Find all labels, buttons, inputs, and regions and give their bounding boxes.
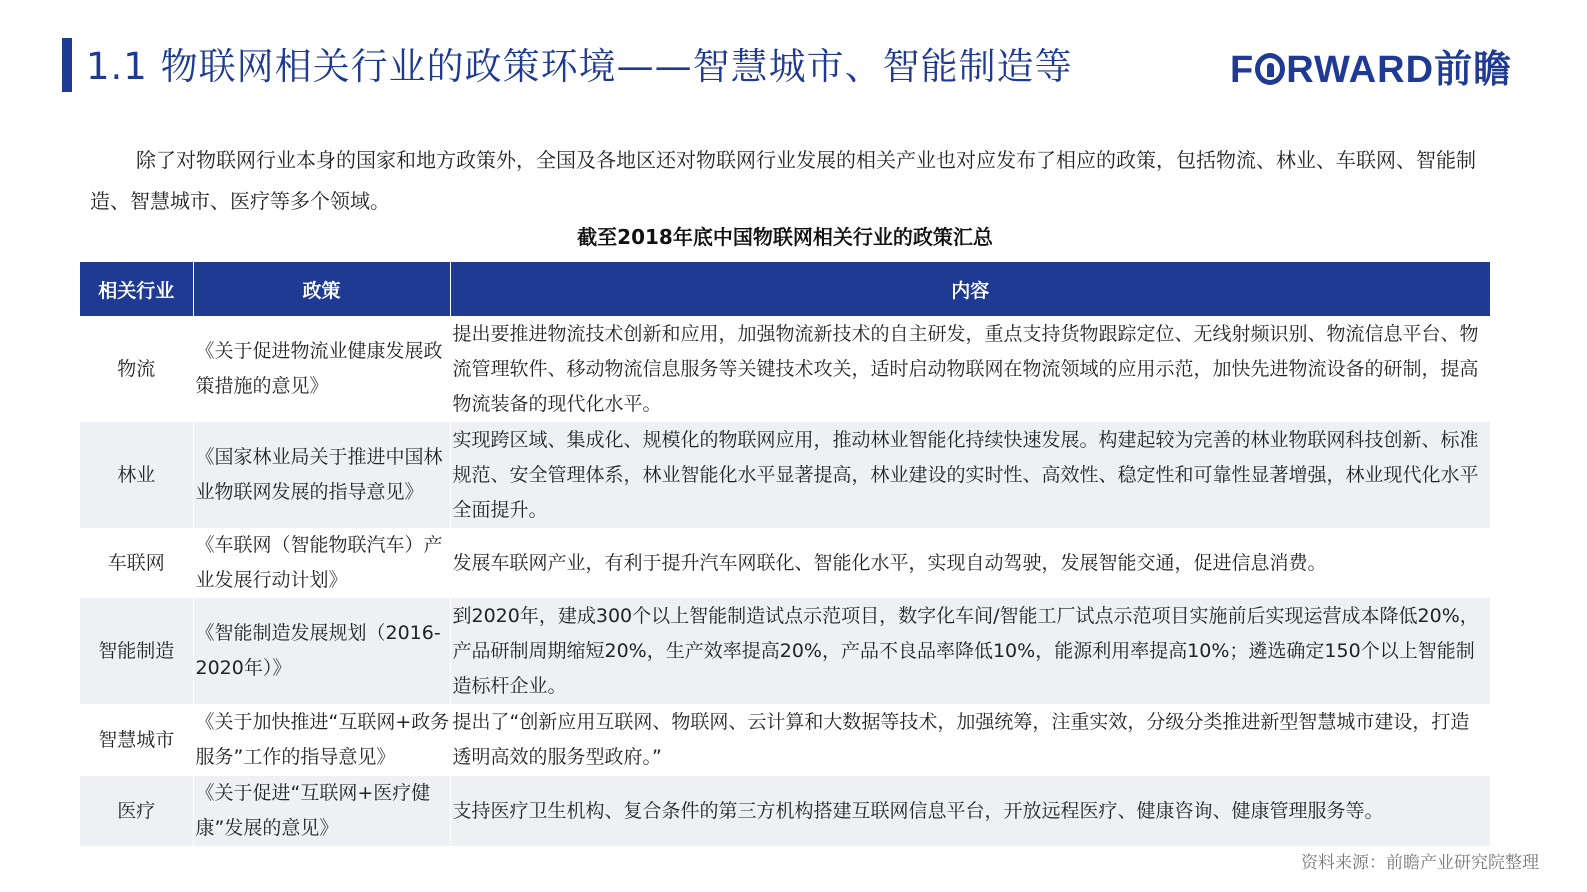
content-cell: 到2020年，建成300个以上智能制造试点示范项目，数字化车间/智能工厂试点示范项目实施前后实现运营成本降低20%，产品研制周期缩短20%，生产效率提高20%，产品不良品率降低10%，能源利用率提高10%；遴选确定150个以上智能制造标杆企业。: [450, 598, 1490, 704]
policy-cell: 《关于促进“互联网+医疗健康”发展的意见》: [193, 776, 450, 846]
logo-text-suffix: RWARD前瞻: [1286, 49, 1513, 91]
table-row: [80, 316, 1490, 422]
policy-cell: 《国家林业局关于推进中国林业物联网发展的指导意见》: [193, 422, 450, 528]
table-row: [80, 704, 1490, 776]
header-policy: 政策: [193, 262, 450, 316]
policy-cell: 《智能制造发展规划（2016-2020年）》: [193, 598, 450, 704]
industry-cell: 医疗: [80, 776, 193, 846]
logo-o-icon: [1255, 53, 1285, 85]
page-title: 1.1 物联网相关行业的政策环境——智慧城市、智能制造等: [86, 45, 1073, 88]
policy-cell: 《车联网（智能物联汽车）产业发展行动计划》: [193, 528, 450, 598]
policy-cell: 《关于促进物流业健康发展政策措施的意见》: [193, 316, 450, 422]
content-cell: 实现跨区域、集成化、规模化的物联网应用，推动林业智能化持续快速发展。构建起较为完善的林业物联网科技创新、标准规范、安全管理体系，林业智能化水平显著提高，林业建设的实时性、高效性、稳定性和可靠性显著增强，林业现代化水平全面提升。: [450, 422, 1490, 528]
source-note: 资料来源：前瞻产业研究院整理: [1301, 853, 1539, 873]
industry-cell: 林业: [80, 422, 193, 528]
industry-cell: 智能制造: [80, 598, 193, 704]
content-cell: 支持医疗卫生机构、复合条件的第三方机构搭建互联网信息平台，开放远程医疗、健康咨询、健康管理服务等。: [450, 776, 1490, 846]
table-row: [80, 422, 1490, 528]
policy-table: [80, 262, 1490, 846]
header-industry: 相关行业: [80, 262, 193, 316]
industry-cell: 物流: [80, 316, 193, 422]
forward-logo: [1230, 46, 1512, 94]
industry-cell: 智慧城市: [80, 704, 193, 776]
table-title: 截至2018年底中国物联网相关行业的政策汇总: [577, 225, 993, 249]
content-cell: 发展车联网产业，有利于提升汽车网联化、智能化水平，实现自动驾驶，发展智能交通，促进信息消费。: [450, 528, 1490, 598]
content-cell: 提出了“创新应用互联网、物联网、云计算和大数据等技术，加强统筹，注重实效，分级分类推进新型智慧城市建设，打造透明高效的服务型政府。”: [450, 704, 1490, 776]
table-header-row: [80, 262, 1490, 316]
table-row: [80, 776, 1490, 846]
policy-cell: 《关于加快推进“互联网+政务服务”工作的指导意见》: [193, 704, 450, 776]
table-row: [80, 598, 1490, 704]
industry-cell: 车联网: [80, 528, 193, 598]
header-content: 内容: [450, 262, 1490, 316]
intro-paragraph: 除了对物联网行业本身的国家和地方政策外，全国及各地区还对物联网行业发展的相关产业也对应发布了相应的政策，包括物流、林业、车联网、智能制造、智慧城市、医疗等多个领域。: [90, 148, 1476, 213]
logo-text-prefix: F: [1230, 49, 1255, 91]
content-cell: 提出要推进物流技术创新和应用，加强物流新技术的自主研发，重点支持货物跟踪定位、无线射频识别、物流信息平台、物流管理软件、移动物流信息服务等关键技术攻关，适时启动物联网在物流领域的应用示范，加快先进物流设备的研制，提高物流装备的现代化水平。: [450, 316, 1490, 422]
title-accent-bar: [62, 38, 72, 92]
table-row: [80, 528, 1490, 598]
